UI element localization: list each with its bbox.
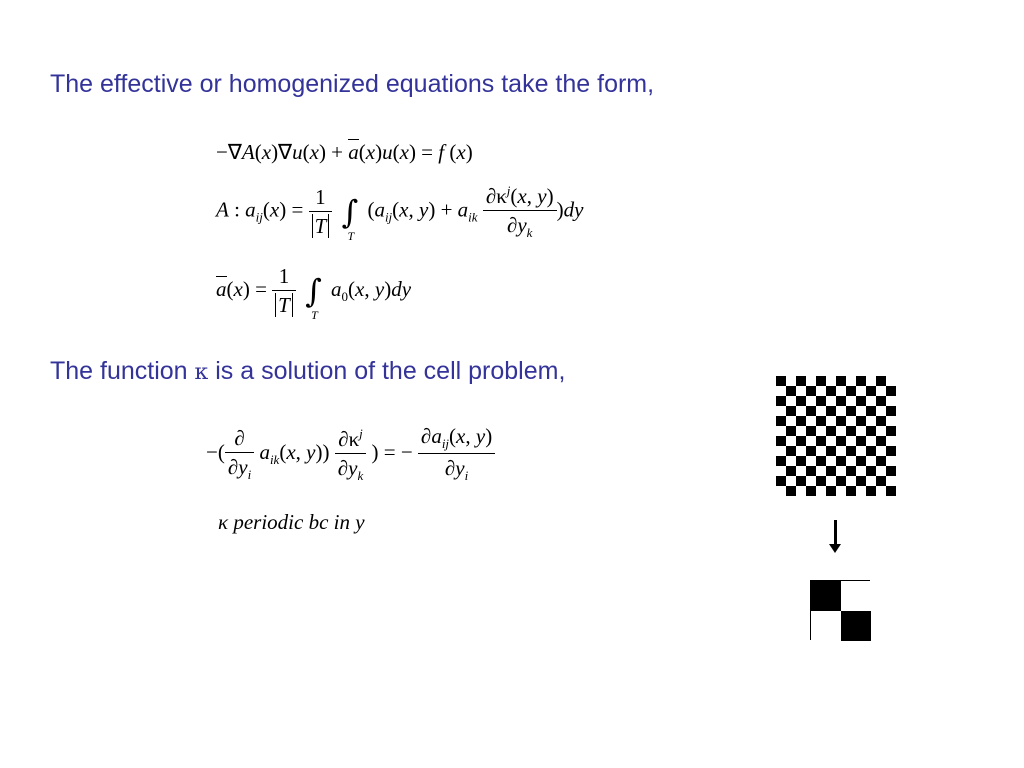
checker-square	[856, 416, 866, 426]
checker-square	[796, 426, 806, 436]
checker-square	[836, 476, 846, 486]
checker-square	[776, 376, 786, 386]
unit-cell-black-square	[811, 581, 841, 611]
checker-square	[886, 396, 896, 406]
checker-square	[866, 436, 876, 446]
checker-square	[826, 396, 836, 406]
checker-square	[866, 476, 876, 486]
checker-square	[826, 436, 836, 446]
checker-square	[886, 446, 896, 456]
checker-square	[776, 386, 786, 396]
checker-square	[786, 446, 796, 456]
checker-square	[876, 486, 886, 496]
checker-square	[846, 416, 856, 426]
checker-square	[796, 396, 806, 406]
checker-square	[866, 466, 876, 476]
checker-square	[886, 426, 896, 436]
checker-square	[776, 406, 786, 416]
checker-square	[866, 486, 876, 496]
checker-square	[856, 386, 866, 396]
checker-square	[886, 466, 896, 476]
checker-square	[836, 406, 846, 416]
checker-square	[816, 406, 826, 416]
checker-square	[866, 386, 876, 396]
checker-square	[806, 386, 816, 396]
heading-cell-problem	[50, 357, 565, 386]
checker-square	[816, 466, 826, 476]
checker-square	[816, 376, 826, 386]
checker-square	[816, 396, 826, 406]
checker-square	[806, 436, 816, 446]
heading-cell-problem-pre: The function	[50, 357, 195, 385]
checker-square	[796, 466, 806, 476]
checker-square	[876, 456, 886, 466]
checker-square	[876, 436, 886, 446]
checker-square	[776, 486, 786, 496]
checker-square	[886, 476, 896, 486]
checker-square	[816, 486, 826, 496]
unit-cell-white-square	[811, 611, 841, 641]
checker-square	[776, 416, 786, 426]
checker-square	[886, 436, 896, 446]
checker-square	[806, 406, 816, 416]
equation-cell-problem: −( $\frac{\partial}{\partial y_i}$ $a_{ik}(x$, y)) $\frac{\partial\kappa^j}{\partial y_k}$ ) = − $\frac{\partial a_{ij}(x, y)}{\partial y_i}$	[206, 426, 495, 482]
checker-square	[826, 446, 836, 456]
checker-square	[866, 416, 876, 426]
checker-square	[836, 416, 846, 426]
checker-square	[776, 466, 786, 476]
checker-square	[856, 426, 866, 436]
checker-square	[836, 466, 846, 476]
checker-square	[876, 376, 886, 386]
checker-square	[806, 376, 816, 386]
periodic-bc-text: κ periodic bc in y	[218, 510, 365, 534]
unit-cell-icon	[810, 580, 870, 640]
checker-square	[836, 386, 846, 396]
checker-square	[876, 406, 886, 416]
checker-square	[886, 486, 896, 496]
checker-square	[886, 416, 896, 426]
checker-square	[856, 456, 866, 466]
checker-square	[866, 446, 876, 456]
checker-square	[846, 396, 856, 406]
checker-square	[866, 426, 876, 436]
checker-square	[846, 446, 856, 456]
checker-square	[816, 386, 826, 396]
checker-square	[806, 456, 816, 466]
checker-square	[796, 416, 806, 426]
checker-square	[886, 376, 896, 386]
checker-square	[836, 486, 846, 496]
checker-square	[816, 456, 826, 466]
checker-square	[846, 426, 856, 436]
checker-square	[786, 376, 796, 386]
checker-square	[826, 476, 836, 486]
checker-square	[876, 426, 886, 436]
checker-square	[886, 386, 896, 396]
checker-square	[796, 406, 806, 416]
checker-square	[776, 456, 786, 466]
heading-cell-problem-post: is a solution of the cell problem,	[208, 357, 566, 385]
checker-square	[836, 446, 846, 456]
checker-square	[796, 476, 806, 486]
checker-square	[826, 466, 836, 476]
checker-square	[806, 446, 816, 456]
checker-square	[786, 416, 796, 426]
checker-square	[846, 376, 856, 386]
checker-square	[866, 396, 876, 406]
checker-square	[876, 396, 886, 406]
checker-square	[836, 456, 846, 466]
checker-square	[786, 456, 796, 466]
checker-square	[776, 426, 786, 436]
checker-square	[846, 456, 856, 466]
checker-square	[816, 446, 826, 456]
checker-square	[826, 486, 836, 496]
checker-square	[876, 466, 886, 476]
kappa-symbol: κ	[194, 360, 209, 385]
down-arrow-icon	[834, 520, 837, 546]
checker-square	[786, 406, 796, 416]
checker-square	[856, 476, 866, 486]
checker-square	[786, 436, 796, 446]
checker-square	[876, 476, 886, 486]
checker-square	[846, 486, 856, 496]
equation-effective-coefficient: A : $a_{ij}(x)$ = $\frac{1}{T}$ ∫ T ($a_{ij}(x$, $y) + a_{ik}$ $\frac{\partial\kappa^j(x, y)}{\partial y_k}$ )dy	[216, 183, 584, 243]
checker-square	[886, 456, 896, 466]
checker-square	[786, 476, 796, 486]
checker-square	[816, 476, 826, 486]
checker-square	[846, 436, 856, 446]
unit-cell-white-square	[841, 581, 871, 611]
checker-square	[856, 376, 866, 386]
checker-square	[856, 466, 866, 476]
checker-square	[786, 466, 796, 476]
checker-square	[816, 426, 826, 436]
checker-square	[866, 406, 876, 416]
checker-square	[826, 426, 836, 436]
checker-square	[796, 386, 806, 396]
checker-square	[826, 406, 836, 416]
unit-cell-black-square	[841, 611, 871, 641]
checker-square	[816, 436, 826, 446]
heading-effective-equations: The effective or homogenized equations take the form,	[50, 70, 655, 98]
checker-square	[856, 446, 866, 456]
checker-square	[786, 426, 796, 436]
checker-square	[776, 436, 786, 446]
checker-square	[806, 466, 816, 476]
checker-square	[836, 396, 846, 406]
checker-square	[806, 426, 816, 436]
checker-square	[786, 486, 796, 496]
checker-square	[786, 386, 796, 396]
checker-square	[796, 436, 806, 446]
checker-square	[836, 436, 846, 446]
checker-square	[856, 436, 866, 446]
checker-square	[796, 486, 806, 496]
checker-square	[826, 456, 836, 466]
checker-square	[836, 376, 846, 386]
checker-square	[836, 426, 846, 436]
checker-square	[866, 456, 876, 466]
checker-square	[806, 476, 816, 486]
checker-square	[826, 376, 836, 386]
checker-square	[856, 396, 866, 406]
checker-square	[786, 396, 796, 406]
checker-square	[776, 446, 786, 456]
checker-square	[876, 416, 886, 426]
checker-square	[826, 416, 836, 426]
checker-square	[796, 446, 806, 456]
checker-square	[816, 416, 826, 426]
checker-square	[886, 406, 896, 416]
checker-square	[776, 476, 786, 486]
checker-square	[826, 386, 836, 396]
checker-square	[876, 386, 886, 396]
checker-square	[846, 466, 856, 476]
checker-square	[846, 476, 856, 486]
checker-square	[776, 396, 786, 406]
checkerboard-icon	[776, 376, 896, 496]
equation-effective-pde: −∇A(x)∇u(x) + a(x)u(x) = f (x)	[216, 140, 473, 164]
checker-square	[856, 486, 866, 496]
down-arrowhead-icon	[829, 544, 841, 553]
checker-square	[806, 416, 816, 426]
equation-effective-potential: a(x) = $\frac{1}{T}$ ∫ T $a_0(x$, y)dy	[216, 264, 412, 322]
checker-square	[806, 486, 816, 496]
checker-square	[806, 396, 816, 406]
checker-square	[866, 376, 876, 386]
checker-square	[796, 456, 806, 466]
checker-square	[846, 386, 856, 396]
checker-square	[796, 376, 806, 386]
checker-square	[856, 406, 866, 416]
checker-square	[876, 446, 886, 456]
checker-square	[846, 406, 856, 416]
